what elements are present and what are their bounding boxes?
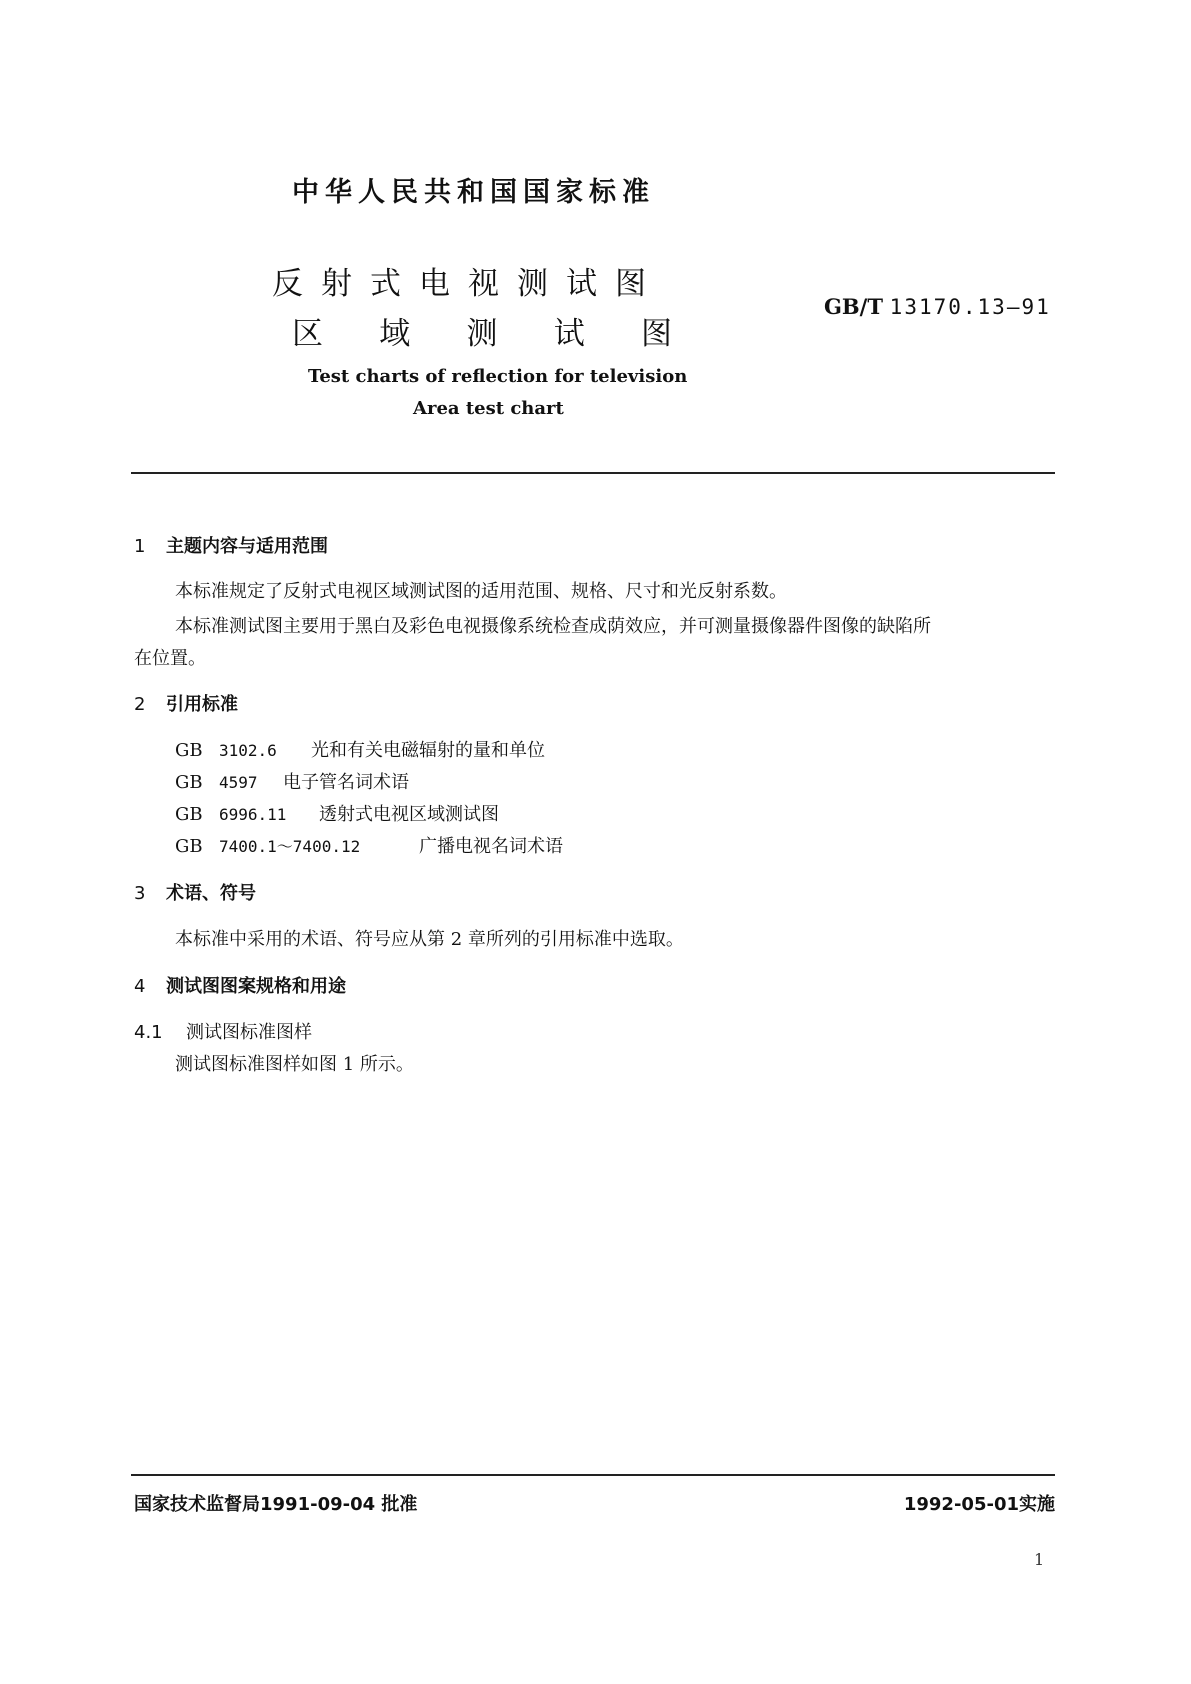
reference-item: [175, 800, 499, 826]
section-4-heading: [134, 972, 346, 998]
ref-prefix: GB: [175, 740, 203, 761]
title-cn-char: 域: [379, 316, 411, 352]
ref-title: 光和有关电磁辐射的量和单位: [311, 740, 545, 761]
section-2-heading: [134, 690, 238, 716]
section-title: 引用标准: [166, 694, 238, 715]
ref-title: 透射式电视区域测试图: [319, 804, 499, 825]
footer-divider: [131, 1474, 1055, 1476]
section-1-paragraph-2-cont: 在位置。: [134, 648, 206, 669]
ref-code: 4597: [219, 773, 258, 792]
section-number: 3: [134, 883, 146, 904]
section-number: 2: [134, 694, 146, 715]
ref-title: 电子管名词术语: [283, 772, 409, 793]
ref-code: 6996.11: [219, 805, 287, 824]
section-1-heading: [134, 532, 328, 558]
title-cn-line1: 反射式电视测试图: [272, 266, 664, 302]
reference-item: [175, 832, 563, 858]
ref-prefix: GB: [175, 804, 203, 825]
standard-code-prefix: GB/T: [824, 294, 883, 319]
standard-code-number: 13170.13—91: [889, 295, 1051, 319]
subsection-number: 4.1: [134, 1022, 163, 1043]
subsection-4-1-paragraph: 测试图标准图样如图 1 所示。: [175, 1054, 414, 1075]
title-cn-char: 图: [641, 316, 672, 352]
subsection-title: 测试图标准图样: [186, 1022, 312, 1043]
section-1-paragraph-2: 本标准测试图主要用于黑白及彩色电视摄像系统检查成荫效应，并可测量摄像器件图像的缺陷所: [175, 616, 931, 637]
ref-prefix: GB: [175, 772, 203, 793]
title-cn-char: 区: [292, 316, 323, 352]
standard-code: [824, 294, 1051, 319]
title-en-line2: Area test chart: [413, 398, 564, 419]
title-en-line1: Test charts of reflection for television: [308, 366, 688, 387]
page-number: 1: [1034, 1550, 1045, 1569]
national-standard-heading: 中华人民共和国国家标准: [292, 177, 655, 208]
section-number: 4: [134, 976, 146, 997]
implementation-date: 1992-05-01实施: [903, 1494, 1055, 1515]
section-3-paragraph: 本标准中采用的术语、符号应从第 2 章所列的引用标准中选取。: [175, 929, 684, 950]
ref-title: 广播电视名词术语: [419, 836, 563, 857]
subsection-4-1-heading: [134, 1018, 312, 1044]
section-title: 测试图图案规格和用途: [166, 976, 346, 997]
section-1-paragraph-1: 本标准规定了反射式电视区域测试图的适用范围、规格、尺寸和光反射系数。: [175, 581, 787, 602]
title-cn-char: 试: [553, 316, 585, 352]
section-3-heading: [134, 879, 256, 905]
header-divider: [131, 472, 1055, 474]
section-title: 术语、符号: [166, 883, 256, 904]
reference-item: [175, 768, 409, 794]
ref-prefix: GB: [175, 836, 203, 857]
ref-code: 7400.1～7400.12: [219, 837, 361, 856]
title-cn-char: 测: [466, 316, 498, 352]
section-number: 1: [134, 536, 146, 557]
section-title: 主题内容与适用范围: [166, 536, 328, 557]
reference-item: [175, 736, 545, 762]
title-cn-line2: [292, 308, 672, 353]
ref-code: 3102.6: [219, 741, 277, 760]
approval-statement: 国家技术监督局1991-09-04 批准: [134, 1494, 418, 1515]
